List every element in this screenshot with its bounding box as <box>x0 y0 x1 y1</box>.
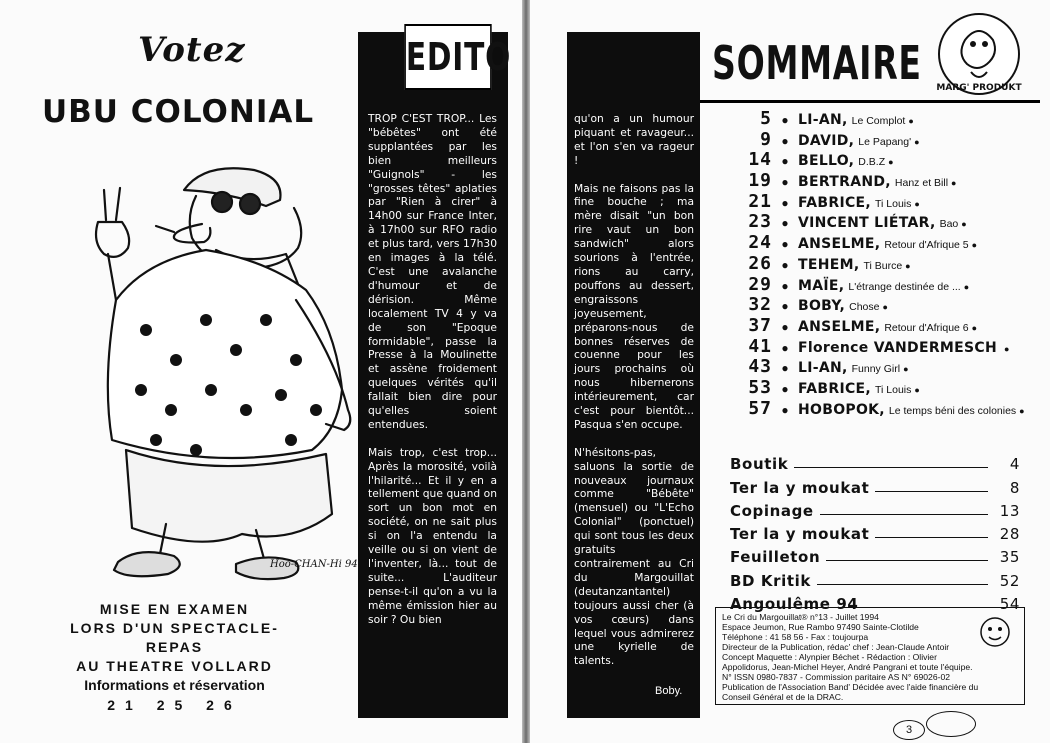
bullet-icon: ● <box>905 260 911 271</box>
bullet-icon: ● <box>1004 343 1010 354</box>
toc-story: Retour d'Afrique 6 <box>884 321 969 334</box>
toc-entry <box>722 315 1037 336</box>
bullet-icon: ● <box>781 175 789 190</box>
bullet-icon: ● <box>908 116 914 126</box>
bullet-icon: ● <box>781 195 789 210</box>
sommaire-rule <box>700 100 1040 103</box>
bullet-icon: ● <box>888 157 894 168</box>
leader-line <box>817 584 988 585</box>
toc-page: 21 <box>748 190 772 212</box>
rubrique-entry <box>730 473 1020 496</box>
toc-story: Hanz et Bill <box>894 177 949 190</box>
toc-page: 14 <box>748 149 772 171</box>
toc-page: 32 <box>748 294 772 316</box>
logo-text: MARG' PRODUKT <box>936 83 1022 93</box>
bullet-icon: ● <box>781 361 789 376</box>
leader-line <box>820 514 988 515</box>
toc-author: FABRICE, <box>798 194 872 211</box>
bullet-icon: ● <box>914 384 920 395</box>
toc-entry <box>722 129 1037 150</box>
credits-line: Publication de l'Association Band' Décidée avec l'aide financière du <box>722 682 979 692</box>
bullet-icon: ● <box>914 198 920 209</box>
rubriques-list <box>730 450 1020 613</box>
edito-text-1: TROP C'EST TROP... Les "bébêtes" ont été supplantées par les bien meilleurs "Guignols" - les "grosses têtes" aplaties par "Rien à cirer" à 14h00 sur France Inter, à 17h00 sur RFO radio et plus tard, vers 17h30 en images à la télé. C'est une avalanche d'humour et de dérision. Même localement TV 4 y va de son "Epoque formidable", passe la Presse à la Moulinette et assène froidement quelques vérités qu'il fallait bien dire pour qu'elles soient entendues. Mais trop, c'est trop... Après la morosité, voilà l'hilarité... Et il y en a tellement que quand on sort un bon mot en société, on ne sait plus si on l'a entendu la veille ou si on vient de l'inventer, là... tout de suite... L'auditeur pense-t-il qu'on a vu la même émission hier au soir ? Ou bien <box>368 112 497 626</box>
toc-story: Le temps béni des colonies <box>888 404 1017 417</box>
sommaire-title: SOMMAIRE <box>712 36 922 90</box>
sommaire-list <box>722 108 1037 418</box>
toc-author: HOBOPOK, <box>798 401 885 418</box>
credits-line: Téléphone : 41 58 56 - Fax : toujourpa <box>722 632 869 642</box>
toc-page: 19 <box>748 170 772 192</box>
rubrique-page: 35 <box>999 548 1020 567</box>
toc-entry <box>722 356 1037 377</box>
promo-line-1: MISE EN EXAMEN <box>99 601 250 617</box>
toc-author: LI-AN, <box>798 112 848 128</box>
bullet-icon: ● <box>781 402 789 417</box>
rubrique-page: 8 <box>1009 478 1020 497</box>
bullet-icon: ● <box>951 178 957 189</box>
rubrique-page: 13 <box>999 501 1020 520</box>
rubrique-label: Ter la y moukat <box>730 478 870 497</box>
credits-line: Concept Maquette : Alynpier Béchet - Rédaction : Olivier <box>722 652 937 662</box>
bullet-icon: ● <box>781 299 789 314</box>
toc-author: BOBY, <box>798 298 846 315</box>
mascot-logo-icon <box>972 614 1018 654</box>
spectacle-promo <box>42 600 307 715</box>
toc-entry <box>722 377 1037 398</box>
marg-produkt-logo <box>935 10 1023 98</box>
rubrique-label: Boutik <box>730 455 789 474</box>
toc-entry <box>722 274 1037 295</box>
credits-line: Espace Jeumon, Rue Rambo 97490 Sainte-Clotilde <box>722 622 919 632</box>
toc-story: Chose <box>849 301 880 314</box>
bullet-icon: ● <box>1019 405 1025 416</box>
bullet-icon: ● <box>781 237 789 252</box>
toc-story: Ti Burce <box>863 259 903 272</box>
toc-author: ANSELME, <box>798 236 881 253</box>
rubrique-page: 4 <box>1009 455 1020 474</box>
edito-text-2: qu'on a un humour piquant et ravageur... et l'on s'en va rageur ! Mais ne faisons pas la fine bouche ; ma mère disait "un bon rire vaut un bon sandwich" alors sourions à l'entrée, rions au carry, pouffons au dessert, engraissons joyeusement, préparons-nous de bonnes réserves de couenne pour les jours prochains où nous hibernerons intérieurement, car c'est pour bientôt... Pasqua s'en occupe. N'hésitons-pas, saluons la sortie de nouveaux journaux comme "Bébête" (mensuel) ou "L'Echo Colonial" (ponctuel) qui sont tous les deux gratuits contrairement au Cri du Margouillat (deutanzantantel) toujours aussi cher (à vos cœurs) dans lequel vous admirerez une kyrielle de talents. <box>574 112 694 668</box>
toc-entry <box>722 253 1037 274</box>
decorative-oval <box>926 711 976 737</box>
votez-heading: Votez <box>138 30 246 70</box>
rubrique-entry <box>730 450 1020 473</box>
toc-story: D.B.Z <box>858 156 886 169</box>
toc-page: 43 <box>748 356 772 378</box>
toc-entry <box>722 398 1037 419</box>
rubrique-page: 28 <box>999 525 1020 544</box>
bullet-icon: ● <box>781 216 789 231</box>
bullet-icon: ● <box>781 319 789 334</box>
illustrator-signature: Hoo-CHAN-Hi 94 <box>270 559 358 570</box>
bullet-icon: ● <box>914 136 920 147</box>
toc-author: Florence VANDERMESCH <box>798 339 997 356</box>
toc-entry <box>722 211 1037 232</box>
bullet-icon: ● <box>971 322 978 333</box>
edito-signature: Boby. <box>655 685 683 697</box>
rubrique-page: 52 <box>999 571 1020 590</box>
bullet-icon: ● <box>781 154 789 169</box>
credits-line: N° ISSN 0980-7837 - Commission paritaire AS N° 69026-02 <box>722 672 951 682</box>
toc-story: Funny Girl <box>851 363 901 376</box>
toc-entry <box>722 191 1037 212</box>
leader-line <box>875 537 988 538</box>
bullet-icon: ● <box>963 281 970 292</box>
bullet-icon: ● <box>781 278 789 293</box>
rubrique-label: Copinage <box>730 501 814 520</box>
toc-entry <box>722 108 1037 129</box>
toc-page: 57 <box>748 397 772 419</box>
bullet-icon: ● <box>971 240 978 251</box>
promo-line-2: LORS D'UN SPECTACLE-REPAS <box>70 620 279 655</box>
toc-author: BERTRAND, <box>798 174 891 191</box>
toc-page: 5 <box>760 108 772 129</box>
toc-page: 24 <box>748 232 772 254</box>
rubrique-entry <box>730 497 1020 520</box>
toc-story: Le Complot <box>851 115 906 127</box>
ubu-colonial-headline: UBU COLONIAL <box>42 94 315 130</box>
promo-line-4: Informations et réservation <box>84 677 265 693</box>
bullet-icon: ● <box>903 364 909 375</box>
toc-author: ANSELME, <box>798 318 881 335</box>
bullet-icon: ● <box>781 381 789 396</box>
toc-story: Le Papang' <box>858 135 912 148</box>
toc-page: 37 <box>748 314 772 336</box>
toc-author: LI-AN, <box>798 360 848 377</box>
bullet-icon: ● <box>961 219 967 230</box>
page-number: 3 <box>893 720 925 740</box>
rubrique-page: 54 <box>999 595 1020 614</box>
toc-author: VINCENT LIÉTAR, <box>798 215 936 232</box>
rubrique-label: Feuilleton <box>730 548 821 567</box>
credits-line: Appolidorus, Jean-Michel Heyer, André Pangrani et toute l'équipe. <box>722 662 973 672</box>
toc-author: TEHEM, <box>798 256 860 273</box>
toc-author: MAÏE, <box>798 277 845 294</box>
toc-entry <box>722 149 1037 170</box>
toc-page: 9 <box>760 128 772 150</box>
credits-line: Directeur de la Publication, rédac' chef : Jean-Claude Antoir <box>722 642 950 652</box>
toc-story: Bao <box>939 218 959 231</box>
rubrique-label: Angoulême 94 <box>730 595 859 614</box>
bullet-icon: ● <box>781 340 789 355</box>
toc-story: L'étrange destinée de ... <box>848 280 961 293</box>
promo-phone: 21 25 26 <box>107 697 242 713</box>
toc-entry <box>722 232 1037 253</box>
bullet-icon: ● <box>781 257 789 272</box>
toc-entry <box>722 170 1037 191</box>
toc-story: Ti Louis <box>875 383 912 396</box>
toc-page: 23 <box>748 211 772 233</box>
toc-story: Ti Louis <box>875 197 912 210</box>
bullet-icon: ● <box>882 302 888 313</box>
toc-entry <box>722 336 1037 357</box>
rubrique-entry <box>730 520 1020 543</box>
credits-line: Conseil Général et de la DRAC. <box>722 692 844 702</box>
publication-credits <box>715 607 1025 705</box>
rubrique-label: Ter la y moukat <box>730 525 870 544</box>
toc-page: 53 <box>748 376 772 398</box>
toc-author: BELLO, <box>798 153 855 170</box>
toc-page: 26 <box>748 252 772 274</box>
rubrique-label: BD Kritik <box>730 571 811 590</box>
toc-page: 29 <box>748 273 772 295</box>
toc-story: Retour d'Afrique 5 <box>884 239 969 252</box>
leader-line <box>794 467 988 468</box>
promo-line-3: AU THEATRE VOLLARD <box>76 658 273 674</box>
edito-title: EDITO <box>404 24 491 90</box>
credits-line: Le Cri du Margouillat® n°13 - Juillet 1994 <box>722 612 879 622</box>
bullet-icon: ● <box>781 113 789 127</box>
magazine-gutter <box>522 0 530 743</box>
bullet-icon: ● <box>781 133 789 148</box>
toc-entry <box>722 294 1037 315</box>
leader-line <box>875 491 988 492</box>
toc-page: 41 <box>748 335 772 357</box>
leader-line <box>826 560 988 561</box>
toc-author: FABRICE, <box>798 380 872 397</box>
toc-author: DAVID, <box>798 132 855 149</box>
rubrique-entry <box>730 566 1020 589</box>
rubrique-entry <box>730 543 1020 566</box>
ubu-caricature-illustration <box>46 150 358 592</box>
